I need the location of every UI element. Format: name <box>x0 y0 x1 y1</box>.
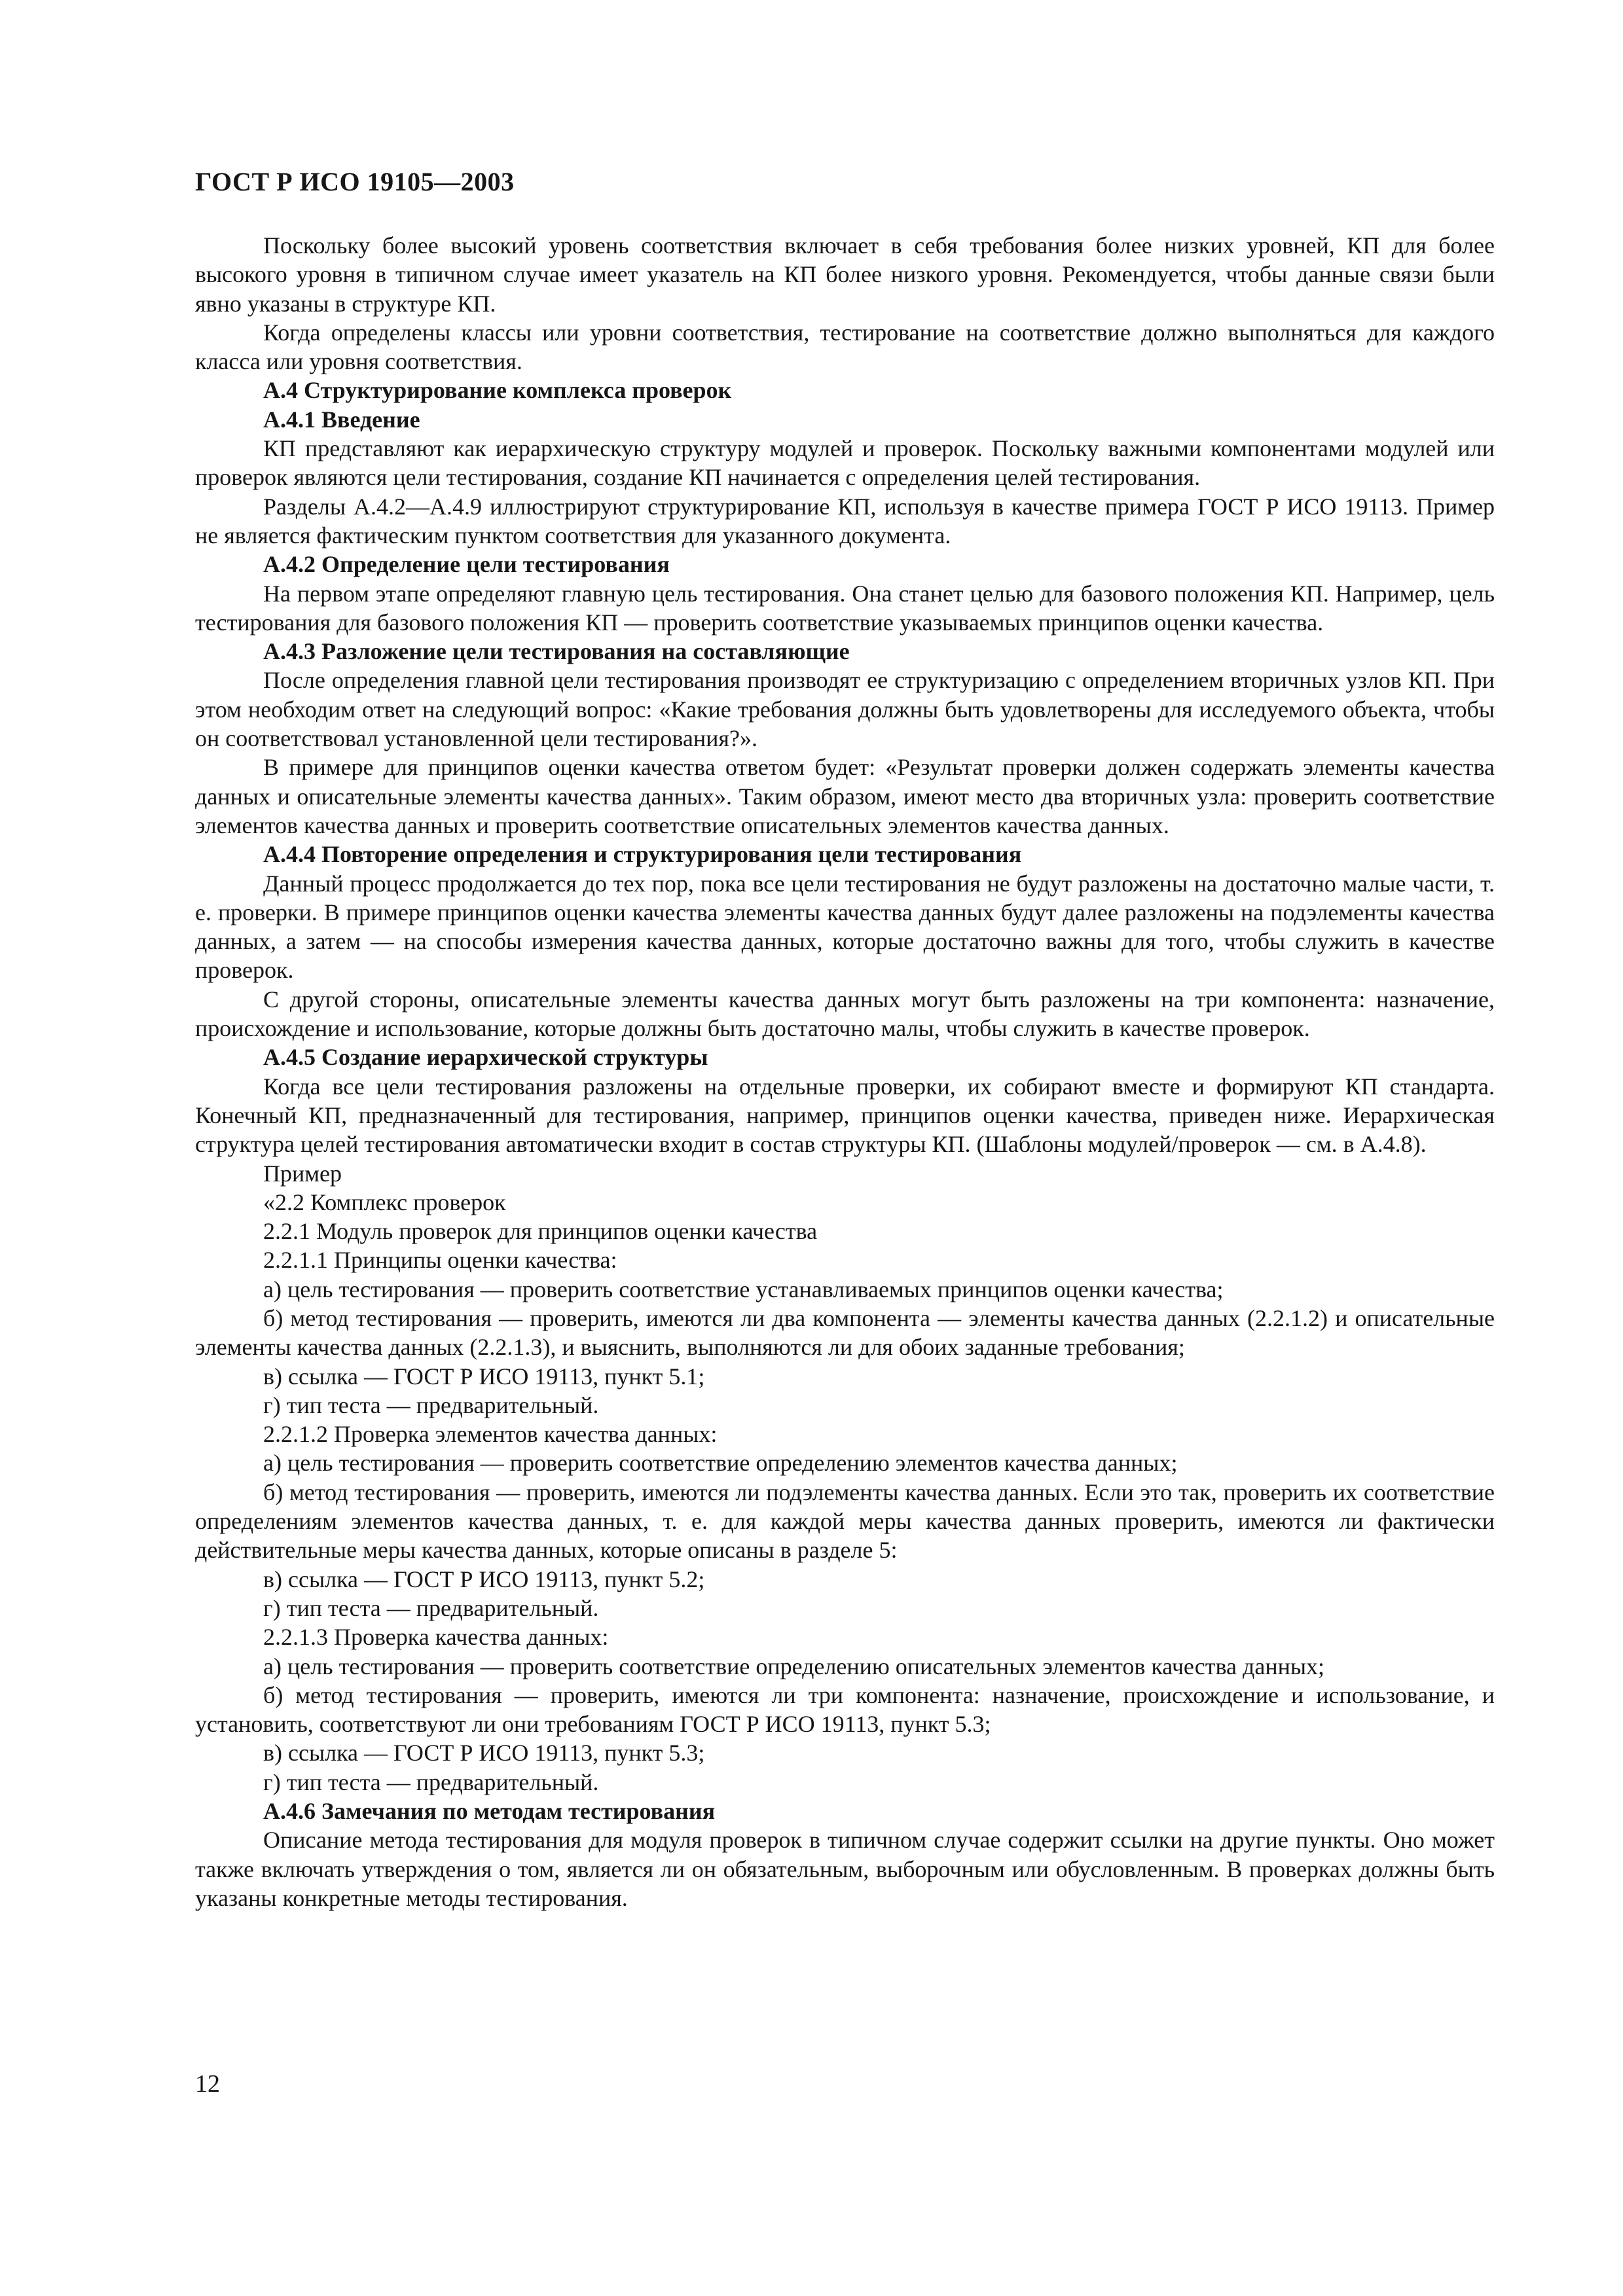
example-line: в) ссылка — ГОСТ Р ИСО 19113, пункт 5.1; <box>263 1363 705 1390</box>
example-line: 2.2.1.1 Принципы оценки качества: <box>263 1247 617 1274</box>
paragraph: Описание метода тестирования для модуля проверок в типичном случае содержит ссылки на другие пункты. Оно может также включать утверждения о том, является ли он обязательным, выборочным или обусловленным. В проверках должны быть указаны конкретные методы тестирования. <box>195 1827 1495 1911</box>
page-header: ГОСТ Р ИСО 19105—2003 <box>195 167 515 196</box>
paragraph: Поскольку более высокий уровень соответствия включает в себя требования более низких уровней, КП для более высокого уровня в типичном случае имеет указатель на КП более низкого уровня. Рекомендуется, чтобы данные связи были явно указаны в структуре КП. <box>195 232 1495 317</box>
example-line: 2.2.1 Модуль проверок для принципов оценки качества <box>263 1218 818 1245</box>
example-line: г) тип теста — предварительный. <box>263 1594 599 1621</box>
paragraph: Когда все цели тестирования разложены на отдельные проверки, их собирают вместе и формируют КП стандарта. Конечный КП, предназначенный для тестирования, например, принципов оценки качества, приведен ниже. Иерархическая структура целей тестирования автоматически входит в состав структуры КП. (Шаблоны модулей/проверок — см. в А.4.8). <box>195 1073 1495 1158</box>
section-heading: А.4.5 Создание иерархической структуры <box>263 1044 708 1071</box>
example-line: а) цель тестирования — проверить соответствие определению элементов качества данных; <box>263 1450 1178 1477</box>
example-line: г) тип теста — предварительный. <box>263 1391 599 1418</box>
paragraph: В примере для принципов оценки качества ответом будет: «Результат проверки должен содержать элементы качества данных и описательные элементы качества данных». Таким образом, имеют место два вторичных узла: проверить соответствие элементов качества данных и проверить соответствие описательных элементов качества данных. <box>195 754 1495 838</box>
paragraph: Когда определены классы или уровни соответствия, тестирование на соответствие должно выполняться для каждого класса или уровня соответствия. <box>195 319 1495 375</box>
example-line: а) цель тестирования — проверить соответствие определению описательных элементов качества данных; <box>263 1653 1325 1679</box>
example-line: б) метод тестирования — проверить, имеются ли два компонента — элементы качества данных (2.2.1.2) и описательные элементы качества данных (2.2.1.3), и выяснить, выполняются ли для обоих заданные требования; <box>195 1304 1495 1361</box>
section-heading: А.4.1 Введение <box>263 406 420 433</box>
paragraph: На первом этапе определяют главную цель тестирования. Она станет целью для базового положения КП. Например, цель тестирования для базового положения КП — проверить соответствие указываемых принципов оценки качества. <box>195 580 1495 636</box>
paragraph: С другой стороны, описательные элементы качества данных могут быть разложены на три компонента: назначение, происхождение и использование, которые должны быть достаточно малы, чтобы служить в качестве проверок. <box>195 986 1495 1042</box>
example-line: в) ссылка — ГОСТ Р ИСО 19113, пункт 5.2; <box>263 1566 705 1592</box>
example-line: б) метод тестирования — проверить, имеются ли три компонента: назначение, происхождение и использование, и установить, соответствуют ли они требованиям ГОСТ Р ИСО 19113, пункт 5.3; <box>195 1681 1495 1738</box>
page-number: 12 <box>195 2070 220 2098</box>
section-heading: А.4.2 Определение цели тестирования <box>263 551 670 578</box>
paragraph: КП представляют как иерархическую структуру модулей и проверок. Поскольку важными компонентами модулей или проверок являются цели тестирования, создание КП начинается с определения целей тестирования. <box>195 435 1495 491</box>
example-line: г) тип теста — предварительный. <box>263 1768 599 1795</box>
example-line: а) цель тестирования — проверить соответствие устанавливаемых принципов оценки качества; <box>263 1276 1224 1302</box>
section-heading: А.4.3 Разложение цели тестирования на составляющие <box>263 638 850 665</box>
example-line: «2.2 Комплекс проверок <box>263 1189 506 1215</box>
example-line: б) метод тестирования — проверить, имеются ли подэлементы качества данных. Если это так, проверить их соответствие определениям элементов качества данных, т. е. для каждой меры качества данных проверить, имеются ли фактически действительные меры качества данных, которые описаны в разделе 5: <box>195 1479 1495 1564</box>
document-body <box>195 231 1495 1912</box>
paragraph: Разделы А.4.2—А.4.9 иллюстрируют структурирование КП, используя в качестве примера ГОСТ Р ИСО 19113. Пример не является фактическим пунктом соответствия для указанного документа. <box>195 493 1495 548</box>
example-line: 2.2.1.2 Проверка элементов качества данных: <box>263 1421 718 1448</box>
section-heading: А.4.6 Замечания по методам тестирования <box>263 1798 716 1825</box>
example-label: Пример <box>263 1160 342 1187</box>
example-line: 2.2.1.3 Проверка качества данных: <box>263 1624 609 1651</box>
paragraph: После определения главной цели тестирования производят ее структуризацию с определением вторичных узлов КП. При этом необходим ответ на следующий вопрос: «Какие требования должны быть удовлетворены для исследуемого объекта, чтобы он соответствовал установленной цели тестирования?». <box>195 667 1495 752</box>
section-heading: А.4 Структурирование комплекса проверок <box>263 377 732 404</box>
paragraph: Данный процесс продолжается до тех пор, пока все цели тестирования не будут разложены на достаточно малые части, т. е. проверки. В примере принципов оценки качества элементы качества данных будут далее разложены на подэлементы качества данных, а затем — на способы измерения качества данных, которые достаточно важны для того, чтобы служить в качестве проверок. <box>195 870 1495 984</box>
example-line: в) ссылка — ГОСТ Р ИСО 19113, пункт 5.3; <box>263 1740 705 1767</box>
section-heading: А.4.4 Повторение определения и структурирования цели тестирования <box>263 841 1022 868</box>
